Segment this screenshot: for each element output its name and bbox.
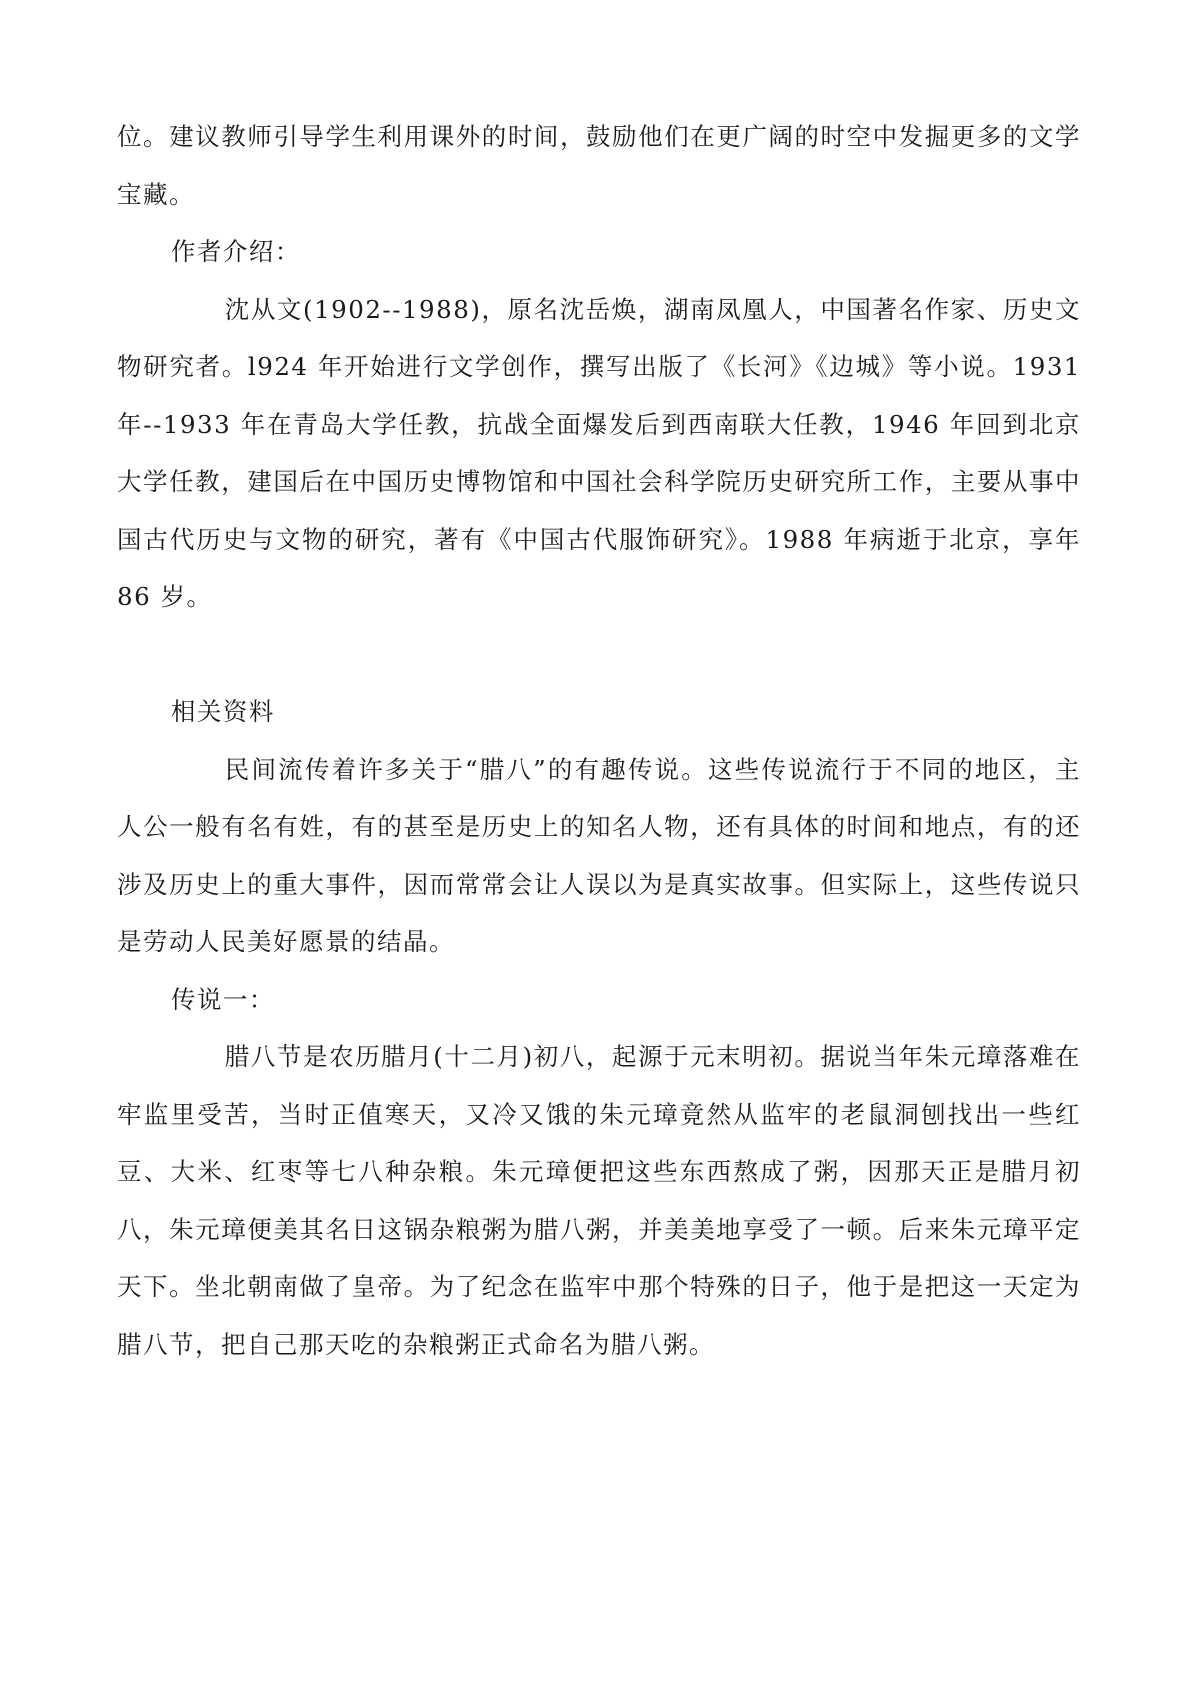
legend-one-paragraph: 腊八节是农历腊月(十二月)初八，起源于元末明初。据说当年朱元璋落难在牢监里受苦，当时正值寒天，又冷又饿的朱元璋竟然从监牢的老鼠洞刨找出一些红豆、大米、红枣等七八种杂粮。朱元璋便把这些东西熬成了粥，因那天正是腊月初八，朱元璋便美其名日这锅杂粮粥为腊八粥，并美美地享受了一顿。后来朱元璋平定天下。坐北朝南做了皇帝。为了纪念在监牢中那个特殊的日子，他于是把这一天定为腊八节，把自己那天吃的杂粮粥正式命名为腊八粥。 xyxy=(117,1042,1081,1359)
author-heading: 作者介绍： xyxy=(170,237,301,266)
legend-one-heading: 传说一： xyxy=(170,984,275,1014)
related-heading: 相关资料 xyxy=(170,697,275,726)
section-gap xyxy=(117,626,1081,684)
related-intro-paragraph: 民间流传着许多关于“腊八”的有趣传说。这些传说流行于不同的地区，主人公一般有名有姓，有的甚至是历史上的知名人物，还有具体的时间和地点，有的还涉及历史上的重大事件，因而常常会让人误以为是真实故事。但实际上，这些传说只是劳动人民美好愿景的结晶。 xyxy=(117,754,1081,956)
paragraph-continuation: 位。建议教师引导学生利用课外的时间，鼓励他们在更广阔的时空中发掘更多的文学宝藏。 xyxy=(117,122,1081,209)
document-body xyxy=(117,108,1081,1373)
author-bio-paragraph: 沈从文(1902--1988)，原名沈岳焕，湖南凤凰人，中国著名作家、历史文物研究者。l924 年开始进行文学创作，撰写出版了《长河》《边城》等小说。1931 年--1933 年在青岛大学任教，抗战全面爆发后到西南联大任教，1946 年回到北京大学任教，建国后在中国历史博物馆和中国社会科学院历史研究所工作，主要从事中国古代历史与文物的研究，著有《中国古代服饰研究》。1988 年病逝于北京，享年 86 岁。 xyxy=(117,294,1081,611)
